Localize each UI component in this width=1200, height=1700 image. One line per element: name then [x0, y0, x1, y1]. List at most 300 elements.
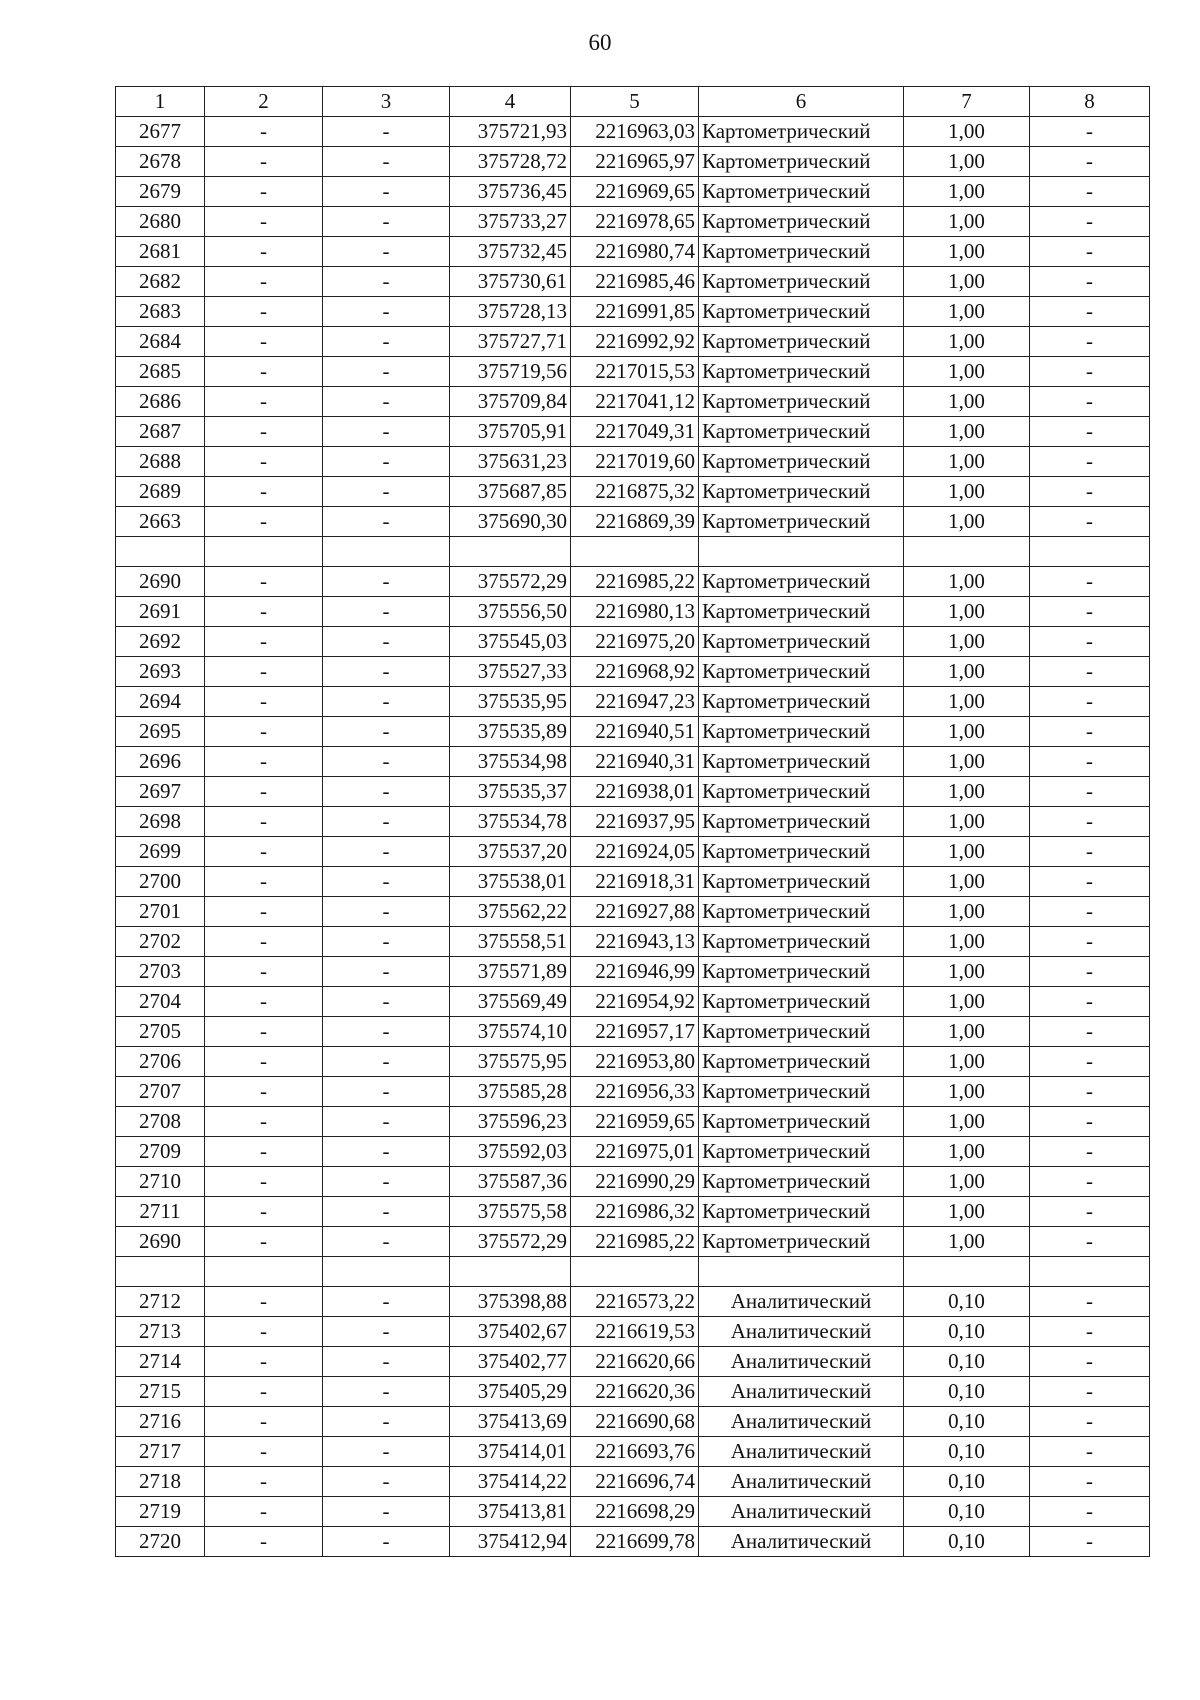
col8-cell: - [1030, 837, 1150, 867]
accuracy-cell [904, 537, 1030, 567]
method-cell: Картометрический [699, 597, 904, 627]
accuracy-cell: 1,00 [904, 177, 1030, 207]
table-row [116, 1017, 1150, 1047]
point-number-cell: 2698 [116, 807, 205, 837]
x-coordinate-cell: 375574,10 [450, 1017, 571, 1047]
table-row [116, 927, 1150, 957]
method-cell: Картометрический [699, 1077, 904, 1107]
method-cell: Аналитический [699, 1497, 904, 1527]
col3-cell: - [323, 717, 450, 747]
accuracy-cell: 1,00 [904, 957, 1030, 987]
col2-cell: - [205, 477, 323, 507]
col8-cell: - [1030, 807, 1150, 837]
y-coordinate-cell: 2216573,22 [571, 1287, 699, 1317]
point-number-cell: 2716 [116, 1407, 205, 1437]
col8-cell: - [1030, 897, 1150, 927]
col3-cell: - [323, 1077, 450, 1107]
x-coordinate-cell: 375732,45 [450, 237, 571, 267]
col3-cell: - [323, 897, 450, 927]
y-coordinate-cell: 2216620,66 [571, 1347, 699, 1377]
y-coordinate-cell: 2216975,01 [571, 1137, 699, 1167]
x-coordinate-cell: 375727,71 [450, 327, 571, 357]
point-number-cell: 2697 [116, 777, 205, 807]
accuracy-cell: 1,00 [904, 477, 1030, 507]
point-number-cell: 2702 [116, 927, 205, 957]
point-number-cell: 2679 [116, 177, 205, 207]
method-cell: Аналитический [699, 1527, 904, 1557]
method-cell [699, 1257, 904, 1287]
point-number-cell: 2700 [116, 867, 205, 897]
table-row [116, 957, 1150, 987]
col8-cell: - [1030, 927, 1150, 957]
y-coordinate-cell: 2216946,99 [571, 957, 699, 987]
accuracy-cell: 1,00 [904, 1197, 1030, 1227]
method-cell: Картометрический [699, 687, 904, 717]
point-number-cell: 2686 [116, 387, 205, 417]
table-row [116, 807, 1150, 837]
accuracy-cell: 1,00 [904, 927, 1030, 957]
accuracy-cell: 0,10 [904, 1527, 1030, 1557]
accuracy-cell: 1,00 [904, 147, 1030, 177]
method-cell: Картометрический [699, 927, 904, 957]
col8-cell: - [1030, 417, 1150, 447]
col3-cell: - [323, 1287, 450, 1317]
col2-cell: - [205, 1467, 323, 1497]
table-row [116, 1107, 1150, 1137]
col3-cell: - [323, 207, 450, 237]
y-coordinate-cell: 2216937,95 [571, 807, 699, 837]
col8-cell [1030, 1257, 1150, 1287]
col8-cell: - [1030, 1317, 1150, 1347]
col3-cell: - [323, 357, 450, 387]
col3-cell: - [323, 1017, 450, 1047]
col3-cell: - [323, 117, 450, 147]
col2-cell: - [205, 1377, 323, 1407]
col8-cell: - [1030, 867, 1150, 897]
table-row [116, 1227, 1150, 1257]
point-number-cell: 2680 [116, 207, 205, 237]
col3-cell: - [323, 687, 450, 717]
table-row [116, 1197, 1150, 1227]
col2-cell: - [205, 1437, 323, 1467]
method-cell: Аналитический [699, 1407, 904, 1437]
method-cell: Картометрический [699, 987, 904, 1017]
table-row [116, 147, 1150, 177]
point-number-cell: 2704 [116, 987, 205, 1017]
col3-cell: - [323, 627, 450, 657]
col3-cell: - [323, 657, 450, 687]
col2-cell: - [205, 777, 323, 807]
col8-cell: - [1030, 597, 1150, 627]
method-cell: Картометрический [699, 297, 904, 327]
table-row [116, 237, 1150, 267]
method-cell: Картометрический [699, 1047, 904, 1077]
method-cell: Аналитический [699, 1467, 904, 1497]
method-cell: Картометрический [699, 357, 904, 387]
y-coordinate-cell: 2216965,97 [571, 147, 699, 177]
point-number-cell: 2689 [116, 477, 205, 507]
accuracy-cell: 1,00 [904, 297, 1030, 327]
y-coordinate-cell: 2217019,60 [571, 447, 699, 477]
x-coordinate-cell: 375572,29 [450, 1227, 571, 1257]
col8-cell: - [1030, 987, 1150, 1017]
table-row [116, 837, 1150, 867]
col2-cell [205, 1257, 323, 1287]
accuracy-cell: 1,00 [904, 327, 1030, 357]
x-coordinate-cell: 375538,01 [450, 867, 571, 897]
col3-cell: - [323, 1407, 450, 1437]
col3-cell: - [323, 807, 450, 837]
col3-cell: - [323, 957, 450, 987]
method-cell: Картометрический [699, 657, 904, 687]
x-coordinate-cell: 375730,61 [450, 267, 571, 297]
accuracy-cell: 1,00 [904, 777, 1030, 807]
col3-cell: - [323, 507, 450, 537]
col8-cell: - [1030, 1377, 1150, 1407]
method-cell: Картометрический [699, 147, 904, 177]
y-coordinate-cell: 2216992,92 [571, 327, 699, 357]
col8-cell [1030, 537, 1150, 567]
point-number-cell [116, 537, 205, 567]
x-coordinate-cell: 375705,91 [450, 417, 571, 447]
col2-cell: - [205, 1017, 323, 1047]
accuracy-cell: 0,10 [904, 1467, 1030, 1497]
column-header: 4 [450, 87, 571, 117]
point-number-cell: 2707 [116, 1077, 205, 1107]
table-row [116, 1047, 1150, 1077]
column-header: 1 [116, 87, 205, 117]
col3-cell: - [323, 1227, 450, 1257]
table-row [116, 1077, 1150, 1107]
accuracy-cell: 1,00 [904, 1047, 1030, 1077]
method-cell: Картометрический [699, 897, 904, 927]
method-cell: Аналитический [699, 1287, 904, 1317]
point-number-cell: 2685 [116, 357, 205, 387]
col8-cell: - [1030, 477, 1150, 507]
col3-cell: - [323, 387, 450, 417]
point-number-cell: 2708 [116, 1107, 205, 1137]
col2-cell: - [205, 837, 323, 867]
x-coordinate-cell: 375631,23 [450, 447, 571, 477]
col8-cell: - [1030, 297, 1150, 327]
point-number-cell: 2706 [116, 1047, 205, 1077]
y-coordinate-cell: 2216943,13 [571, 927, 699, 957]
col3-cell: - [323, 267, 450, 297]
col8-cell: - [1030, 747, 1150, 777]
col2-cell: - [205, 717, 323, 747]
col2-cell: - [205, 957, 323, 987]
accuracy-cell: 1,00 [904, 417, 1030, 447]
point-number-cell: 2709 [116, 1137, 205, 1167]
col8-cell: - [1030, 1467, 1150, 1497]
table-row [116, 1467, 1150, 1497]
point-number-cell: 2701 [116, 897, 205, 927]
col3-cell: - [323, 747, 450, 777]
method-cell: Аналитический [699, 1347, 904, 1377]
y-coordinate-cell: 2216991,85 [571, 297, 699, 327]
x-coordinate-cell: 375527,33 [450, 657, 571, 687]
y-coordinate-cell: 2216940,51 [571, 717, 699, 747]
col2-cell: - [205, 867, 323, 897]
point-number-cell: 2695 [116, 717, 205, 747]
point-number-cell: 2719 [116, 1497, 205, 1527]
accuracy-cell: 1,00 [904, 207, 1030, 237]
y-coordinate-cell: 2216953,80 [571, 1047, 699, 1077]
x-coordinate-cell: 375728,72 [450, 147, 571, 177]
point-number-cell: 2714 [116, 1347, 205, 1377]
method-cell: Картометрический [699, 867, 904, 897]
point-number-cell: 2692 [116, 627, 205, 657]
column-header: 6 [699, 87, 904, 117]
method-cell: Картометрический [699, 1197, 904, 1227]
col2-cell: - [205, 1287, 323, 1317]
col3-cell: - [323, 1107, 450, 1137]
point-number-cell: 2712 [116, 1287, 205, 1317]
col8-cell: - [1030, 1047, 1150, 1077]
accuracy-cell: 1,00 [904, 687, 1030, 717]
x-coordinate-cell: 375596,23 [450, 1107, 571, 1137]
table-row [116, 537, 1150, 567]
x-coordinate-cell: 375414,01 [450, 1437, 571, 1467]
point-number-cell: 2711 [116, 1197, 205, 1227]
col3-cell: - [323, 327, 450, 357]
col2-cell: - [205, 1077, 323, 1107]
x-coordinate-cell: 375690,30 [450, 507, 571, 537]
y-coordinate-cell: 2217015,53 [571, 357, 699, 387]
x-coordinate-cell: 375571,89 [450, 957, 571, 987]
point-number-cell: 2694 [116, 687, 205, 717]
y-coordinate-cell: 2216696,74 [571, 1467, 699, 1497]
col3-cell: - [323, 1137, 450, 1167]
x-coordinate-cell: 375413,69 [450, 1407, 571, 1437]
col2-cell: - [205, 1137, 323, 1167]
x-coordinate-cell: 375402,77 [450, 1347, 571, 1377]
accuracy-cell: 0,10 [904, 1497, 1030, 1527]
col2-cell: - [205, 1197, 323, 1227]
accuracy-cell: 1,00 [904, 117, 1030, 147]
y-coordinate-cell: 2216875,32 [571, 477, 699, 507]
accuracy-cell: 1,00 [904, 1017, 1030, 1047]
table-row [116, 297, 1150, 327]
col8-cell: - [1030, 267, 1150, 297]
col8-cell: - [1030, 507, 1150, 537]
coordinates-table [115, 86, 1150, 1557]
y-coordinate-cell [571, 1257, 699, 1287]
col3-cell: - [323, 177, 450, 207]
col2-cell: - [205, 747, 323, 777]
y-coordinate-cell: 2216699,78 [571, 1527, 699, 1557]
table-row [116, 207, 1150, 237]
point-number-cell: 2717 [116, 1437, 205, 1467]
col3-cell: - [323, 1467, 450, 1497]
col3-cell: - [323, 1527, 450, 1557]
col2-cell: - [205, 1167, 323, 1197]
method-cell [699, 537, 904, 567]
x-coordinate-cell: 375709,84 [450, 387, 571, 417]
point-number-cell: 2720 [116, 1527, 205, 1557]
y-coordinate-cell: 2216924,05 [571, 837, 699, 867]
col8-cell: - [1030, 957, 1150, 987]
col8-cell: - [1030, 567, 1150, 597]
x-coordinate-cell: 375721,93 [450, 117, 571, 147]
col2-cell: - [205, 1407, 323, 1437]
y-coordinate-cell: 2216698,29 [571, 1497, 699, 1527]
col2-cell: - [205, 387, 323, 417]
x-coordinate-cell: 375592,03 [450, 1137, 571, 1167]
x-coordinate-cell [450, 537, 571, 567]
method-cell: Аналитический [699, 1377, 904, 1407]
point-number-cell: 2696 [116, 747, 205, 777]
x-coordinate-cell: 375556,50 [450, 597, 571, 627]
y-coordinate-cell: 2216619,53 [571, 1317, 699, 1347]
y-coordinate-cell: 2216985,46 [571, 267, 699, 297]
y-coordinate-cell: 2216918,31 [571, 867, 699, 897]
y-coordinate-cell: 2216927,88 [571, 897, 699, 927]
method-cell: Картометрический [699, 237, 904, 267]
col2-cell: - [205, 507, 323, 537]
y-coordinate-cell [571, 537, 699, 567]
table-header-row [116, 87, 1150, 117]
point-number-cell: 2705 [116, 1017, 205, 1047]
col2-cell: - [205, 597, 323, 627]
col8-cell: - [1030, 357, 1150, 387]
col8-cell: - [1030, 777, 1150, 807]
col2-cell: - [205, 687, 323, 717]
col2-cell: - [205, 1347, 323, 1377]
table-row [116, 357, 1150, 387]
method-cell: Аналитический [699, 1437, 904, 1467]
x-coordinate-cell: 375728,13 [450, 297, 571, 327]
x-coordinate-cell: 375575,58 [450, 1197, 571, 1227]
col8-cell: - [1030, 1167, 1150, 1197]
col2-cell: - [205, 177, 323, 207]
col3-cell: - [323, 1047, 450, 1077]
col3-cell: - [323, 237, 450, 267]
col2-cell: - [205, 987, 323, 1017]
x-coordinate-cell: 375537,20 [450, 837, 571, 867]
table-row [116, 1407, 1150, 1437]
y-coordinate-cell: 2216956,33 [571, 1077, 699, 1107]
y-coordinate-cell: 2216693,76 [571, 1437, 699, 1467]
point-number-cell: 2699 [116, 837, 205, 867]
x-coordinate-cell: 375585,28 [450, 1077, 571, 1107]
col2-cell: - [205, 297, 323, 327]
col8-cell: - [1030, 1197, 1150, 1227]
accuracy-cell: 1,00 [904, 237, 1030, 267]
point-number-cell: 2690 [116, 567, 205, 597]
accuracy-cell: 0,10 [904, 1377, 1030, 1407]
y-coordinate-cell: 2216980,13 [571, 597, 699, 627]
y-coordinate-cell: 2216959,65 [571, 1107, 699, 1137]
y-coordinate-cell: 2217041,12 [571, 387, 699, 417]
col2-cell: - [205, 627, 323, 657]
x-coordinate-cell: 375687,85 [450, 477, 571, 507]
accuracy-cell: 1,00 [904, 1077, 1030, 1107]
col8-cell: - [1030, 207, 1150, 237]
x-coordinate-cell: 375736,45 [450, 177, 571, 207]
point-number-cell: 2718 [116, 1467, 205, 1497]
method-cell: Картометрический [699, 777, 904, 807]
col3-cell: - [323, 867, 450, 897]
accuracy-cell: 1,00 [904, 747, 1030, 777]
table-row [116, 1317, 1150, 1347]
col2-cell: - [205, 567, 323, 597]
y-coordinate-cell: 2216938,01 [571, 777, 699, 807]
table-row [116, 387, 1150, 417]
method-cell: Картометрический [699, 957, 904, 987]
col2-cell: - [205, 657, 323, 687]
method-cell: Картометрический [699, 717, 904, 747]
accuracy-cell: 0,10 [904, 1407, 1030, 1437]
x-coordinate-cell: 375733,27 [450, 207, 571, 237]
col3-cell: - [323, 1497, 450, 1527]
col3-cell: - [323, 1317, 450, 1347]
accuracy-cell: 1,00 [904, 657, 1030, 687]
col8-cell: - [1030, 1017, 1150, 1047]
x-coordinate-cell: 375402,67 [450, 1317, 571, 1347]
y-coordinate-cell: 2216990,29 [571, 1167, 699, 1197]
accuracy-cell: 1,00 [904, 807, 1030, 837]
x-coordinate-cell: 375587,36 [450, 1167, 571, 1197]
method-cell: Картометрический [699, 837, 904, 867]
col8-cell: - [1030, 117, 1150, 147]
y-coordinate-cell: 2216620,36 [571, 1377, 699, 1407]
point-number-cell: 2715 [116, 1377, 205, 1407]
col8-cell: - [1030, 1407, 1150, 1437]
col3-cell: - [323, 417, 450, 447]
x-coordinate-cell: 375412,94 [450, 1527, 571, 1557]
col8-cell: - [1030, 717, 1150, 747]
col3-cell: - [323, 147, 450, 177]
accuracy-cell: 1,00 [904, 1227, 1030, 1257]
table-row [116, 1167, 1150, 1197]
column-header: 7 [904, 87, 1030, 117]
x-coordinate-cell: 375558,51 [450, 927, 571, 957]
table-row [116, 477, 1150, 507]
col8-cell: - [1030, 687, 1150, 717]
col2-cell: - [205, 327, 323, 357]
method-cell: Картометрический [699, 507, 904, 537]
col8-cell: - [1030, 1107, 1150, 1137]
col8-cell: - [1030, 1497, 1150, 1527]
x-coordinate-cell: 375545,03 [450, 627, 571, 657]
accuracy-cell: 1,00 [904, 357, 1030, 387]
accuracy-cell: 0,10 [904, 1437, 1030, 1467]
point-number-cell: 2678 [116, 147, 205, 177]
point-number-cell: 2710 [116, 1167, 205, 1197]
col2-cell: - [205, 1107, 323, 1137]
col2-cell [205, 537, 323, 567]
col8-cell: - [1030, 627, 1150, 657]
col2-cell: - [205, 237, 323, 267]
col2-cell: - [205, 147, 323, 177]
method-cell: Картометрический [699, 747, 904, 777]
x-coordinate-cell: 375534,98 [450, 747, 571, 777]
col2-cell: - [205, 927, 323, 957]
accuracy-cell: 1,00 [904, 1137, 1030, 1167]
col2-cell: - [205, 117, 323, 147]
col8-cell: - [1030, 327, 1150, 357]
point-number-cell: 2688 [116, 447, 205, 477]
column-header: 5 [571, 87, 699, 117]
table-row [116, 1527, 1150, 1557]
accuracy-cell: 1,00 [904, 597, 1030, 627]
y-coordinate-cell: 2216869,39 [571, 507, 699, 537]
y-coordinate-cell: 2216985,22 [571, 567, 699, 597]
table-row [116, 1437, 1150, 1467]
col8-cell: - [1030, 1227, 1150, 1257]
page-number: 60 [588, 30, 612, 55]
